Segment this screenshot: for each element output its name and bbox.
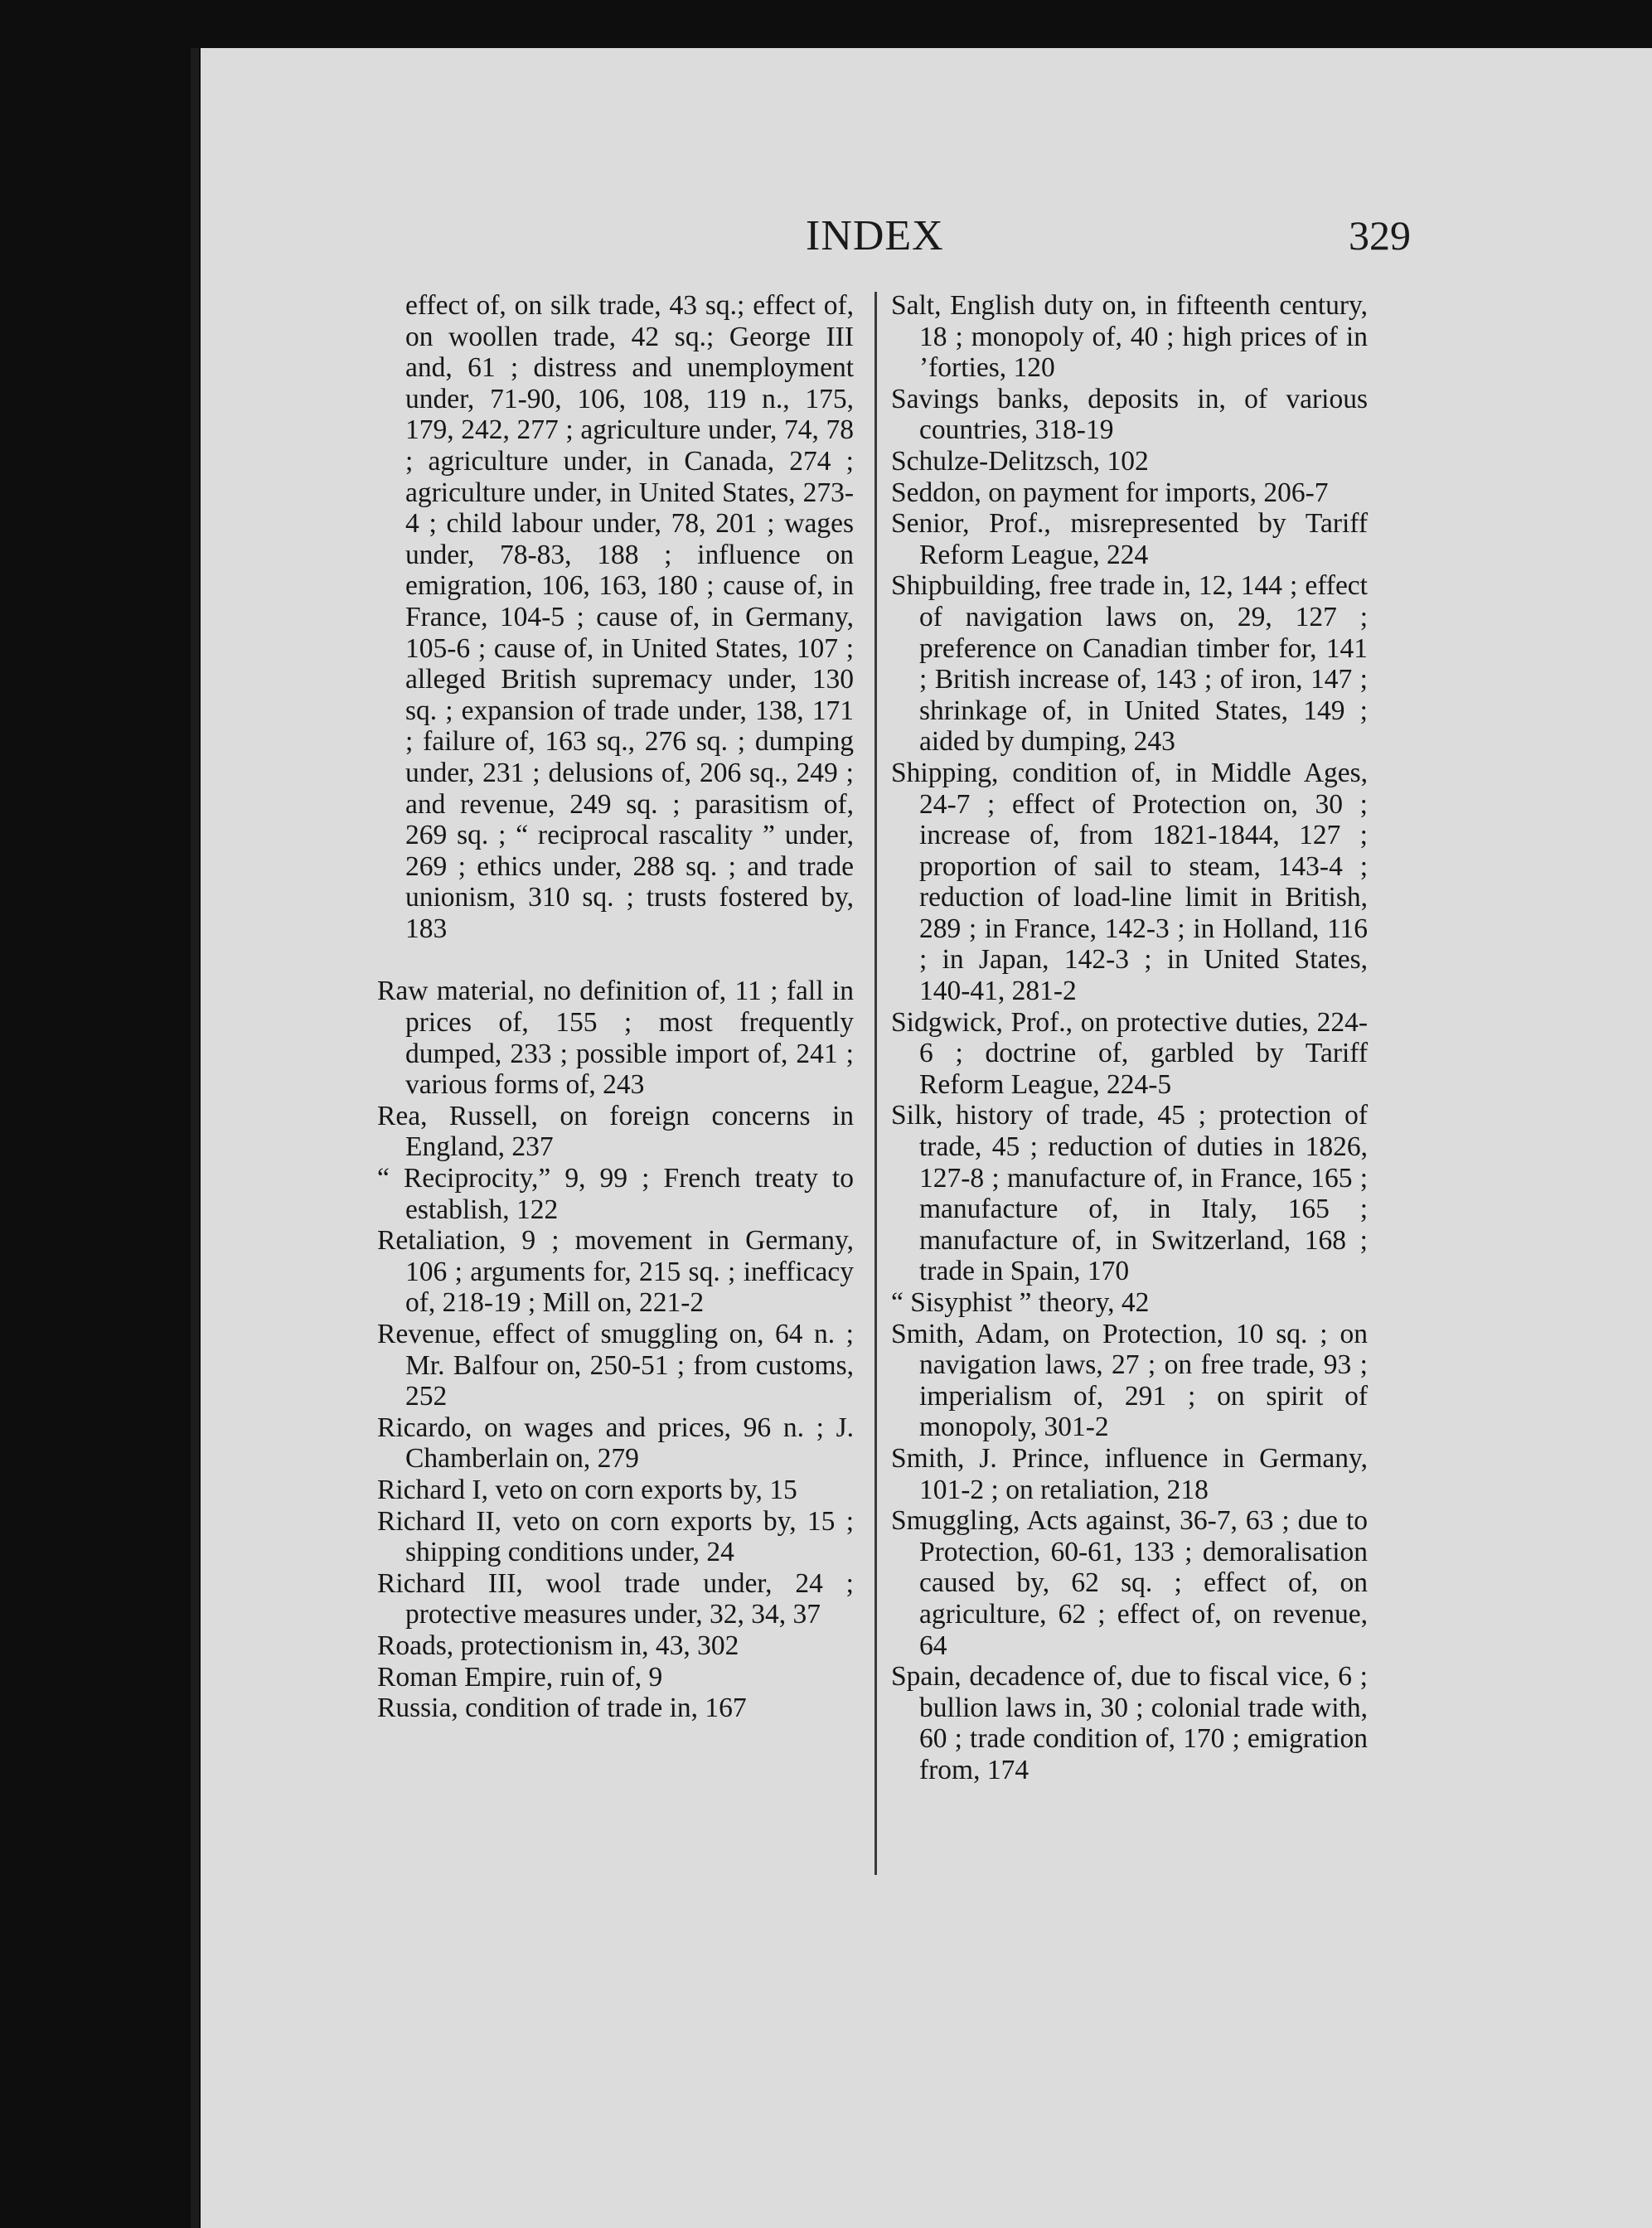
index-entry: Ricardo, on wages and prices, 96 n. ; J. Chamberlain on, 279	[377, 1412, 854, 1475]
left-column	[377, 290, 854, 1724]
index-entry: Seddon, on payment for imports, 206-7	[891, 477, 1329, 508]
index-entry: Silk, history of trade, 45 ; protection of trade, 45 ; reduction of duties in 1826, 127-8 ; manufacture of, in France, 165 ; manufacture of, in Italy, 165 ; manufacture of, in Switzerland, 168 ; trade in Spain, 170	[891, 1100, 1368, 1287]
index-entry: Rea, Russell, on foreign concerns in England, 237	[377, 1100, 854, 1163]
index-entry: Revenue, effect of smuggling on, 64 n. ; Mr. Balfour on, 250-51 ; from customs, 252	[377, 1319, 854, 1412]
index-entry: Smuggling, Acts against, 36-7, 63 ; due to Protection, 60-61, 133 ; demoralisation caused by, 62 sq. ; effect of, on agriculture, 62 ; effect of, on revenue, 64	[891, 1505, 1368, 1661]
index-entry: Senior, Prof., misrepresented by Tariff Reform League, 224	[891, 508, 1368, 570]
index-entry: “ Reciprocity,” 9, 99 ; French treaty to establish, 122	[377, 1163, 854, 1225]
index-entry: Richard I, veto on corn exports by, 15	[377, 1474, 797, 1505]
index-entry: Savings banks, deposits in, of various countries, 318-19	[891, 383, 1368, 446]
index-entry: Smith, J. Prince, influence in Germany, 101-2 ; on retaliation, 218	[891, 1442, 1368, 1505]
index-entry: Sidgwick, Prof., on protective duties, 224-6 ; doctrine of, garbled by Tariff Reform League, 224-5	[891, 1006, 1368, 1100]
index-entry: Smith, Adam, on Protection, 10 sq. ; on navigation laws, 27 ; on free trade, 93 ; imperialism of, 291 ; on spirit of monopoly, 301-2	[891, 1318, 1368, 1443]
index-entry: “ Sisyphist ” theory, 42	[891, 1287, 1150, 1318]
index-entry: Raw material, no definition of, 11 ; fall in prices of, 155 ; most frequently dumped, 233 ; possible import of, 241 ; various forms of, 243	[377, 976, 854, 1101]
index-entry: Richard III, wool trade under, 24 ; protective measures under, 32, 34, 37	[377, 1567, 854, 1630]
page-edge	[191, 48, 199, 2228]
index-entry: Shipbuilding, free trade in, 12, 144 ; effect of navigation laws on, 29, 127 ; preference on Canadian timber for, 141 ; British increase of, 143 ; of iron, 147 ; shrinkage of, in United States, 149 ; aided by dumping, 243	[891, 570, 1368, 758]
index-entry: Richard II, veto on corn exports by, 15 ; shipping conditions under, 24	[377, 1505, 854, 1568]
index-entry: Schulze-Delitzsch, 102	[891, 445, 1149, 477]
continued-entry: effect of, on silk trade, 43 sq.; effect of, on woollen trade, 42 sq.; George III and, 61 ; distress and unemployment under, 71-90, 106, 108, 119 n., 175, 179, 242, 277 ; agriculture under, 74, 78 ; agriculture under, in Canada, 274 ; agriculture under, in United States, 273-4 ; child labour under, 78, 201 ; wages under, 78-83, 188 ; influence on emigration, 106, 163, 180 ; cause of, in France, 104-5 ; cause of, in Germany, 105-6 ; cause of, in United States, 107 ; alleged British supremacy under, 130 sq. ; expansion of trade under, 138, 171 ; failure of, 163 sq., 276 sq. ; dumping under, 231 ; delusions of, 206 sq., 249 ; and revenue, 249 sq. ; parasitism of, 269 sq. ; “ reciprocal rascality ” under, 269 ; ethics under, 288 sq. ; and trade unionism, 310 sq. ; trusts fostered by, 183	[405, 290, 854, 944]
index-entry: Roads, protectionism in, 43, 302	[377, 1630, 739, 1661]
section-gap	[377, 944, 854, 976]
index-entry: Shipping, condition of, in Middle Ages, 24-7 ; effect of Protection on, 30 ; increase of, from 1821-1844, 127 ; proportion of sail to steam, 143-4 ; reduction of load-line limit in British, 289 ; in France, 142-3 ; in Holland, 116 ; in Japan, 142-3 ; in United States, 140-41, 281-2	[891, 757, 1368, 1007]
index-entry: Spain, decadence of, due to fiscal vice, 6 ; bullion laws in, 30 ; colonial trade with, 60 ; trade condition of, 170 ; emigration from, 174	[891, 1661, 1368, 1785]
column-divider	[874, 292, 877, 1875]
page-title: INDEX	[806, 212, 944, 259]
index-entry: Russia, condition of trade in, 167	[377, 1693, 747, 1724]
right-column	[891, 290, 1368, 1786]
running-head	[201, 211, 1652, 269]
index-entry: Roman Empire, ruin of, 9	[377, 1661, 663, 1693]
index-entry: Retaliation, 9 ; movement in Germany, 106 ; arguments for, 215 sq. ; inefficacy of, 218-19 ; Mill on, 221-2	[377, 1225, 854, 1319]
page-number: 329	[1349, 212, 1411, 259]
index-entry: Salt, English duty on, in fifteenth century, 18 ; monopoly of, 40 ; high prices of in ’forties, 120	[891, 290, 1368, 384]
